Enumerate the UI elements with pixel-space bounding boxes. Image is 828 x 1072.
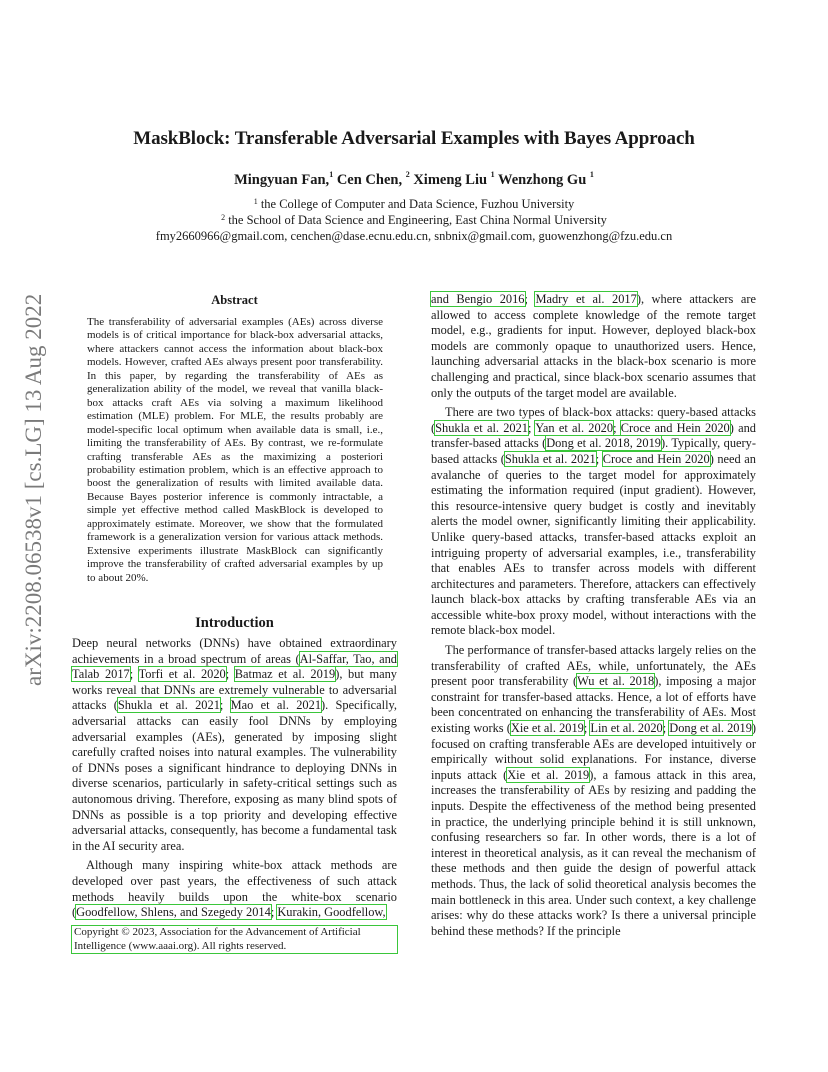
- citation-link[interactable]: Goodfellow, Shlens, and Szegedy 2014: [76, 905, 271, 920]
- text-run: ;: [528, 420, 536, 435]
- text-run: Deep neural networks (DNNs) have obtained extraordinary achievements in a broad spectrum of areas (: [72, 636, 397, 666]
- paragraph: [431, 292, 756, 401]
- introduction-body: [72, 636, 397, 921]
- citation-link[interactable]: Wu et al. 2018: [577, 674, 655, 689]
- author-name: Wenzhong Gu: [494, 172, 590, 188]
- citation-link[interactable]: Croce and Hein 2020: [602, 451, 710, 466]
- text-run: There are two types of black-box attacks: query-based attacks (: [431, 405, 756, 435]
- author-name: Ximeng Liu: [409, 172, 491, 188]
- text-run: ;: [583, 721, 591, 736]
- citation-link[interactable]: Lin et al. 2020: [590, 721, 663, 736]
- section-heading-introduction: Introduction: [195, 615, 274, 631]
- text-run: ;: [129, 667, 139, 682]
- text-run: ;: [219, 698, 231, 713]
- citation-link[interactable]: Xie et al. 2019: [510, 721, 584, 736]
- author-emails: fmy2660966@gmail.com, cenchen@dase.ecnu.edu.cn, snbnix@gmail.com, guowenzhong@fzu.edu.cn: [155, 229, 673, 243]
- paragraph: [431, 405, 756, 639]
- text-run: ;: [524, 292, 536, 306]
- text-run: ), where attackers are allowed to access complete knowledge of the remote target model, e.g., gradients for input. However, deployed black-box models are commonly opaque to unauthorized users. Hence, launching adversarial attacks in the black-box scenario is more challenging and practical, since black-box scenario assumes that only the outputs of the target model are available.: [431, 292, 756, 400]
- citation-link[interactable]: Shukla et al. 2021: [117, 698, 220, 713]
- author-affil-mark: 1: [490, 170, 495, 179]
- author-name: Mingyuan Fan,: [234, 172, 330, 188]
- citation-link[interactable]: Dong et al. 2019: [669, 721, 752, 736]
- text-run: ) need an avalanche of queries to the target model for approximately estimating the information required (input gradient). However, this resource-intensive query budget is costly and inevitably alerts the model owner, significantly limiting their applicability. Unlike query-based attacks, transfer-based attacks exploit an intriguing property of adversarial examples, i.e., transferability that enables AEs to transfer across models with different architectures and parameters. Therefore, attackers can effectively launch black-box attacks by crafting transferable AEs via an accessible white-box proxy model, without interactions with the remote black-box model.: [431, 451, 756, 638]
- author-affil-mark: 1: [589, 170, 594, 179]
- citation-link[interactable]: Dong et al. 2018, 2019: [546, 436, 661, 451]
- text-run: ;: [662, 721, 670, 736]
- text-run: ) focused on crafting transferable AEs are developed intuitively or empirically without solid explanations. For instance, diverse inputs attack (: [431, 721, 757, 782]
- citation-link[interactable]: and Bengio 2016: [431, 292, 525, 306]
- affil-mark: 1: [253, 197, 258, 206]
- citation-link[interactable]: Xie et al. 2019: [507, 767, 590, 782]
- citation-link[interactable]: Shukla et al. 2021: [435, 420, 528, 435]
- text-run: The performance of transfer-based attacks largely relies on the transferability of crafted AEs, while, unfortunately, the AEs present poor transferability (: [431, 643, 756, 689]
- citation-link[interactable]: Al-Saffar, Tao, and Talab 2017: [72, 651, 397, 682]
- paragraph: [431, 643, 756, 939]
- paragraph: [72, 858, 397, 920]
- citation-link[interactable]: Madry et al. 2017: [535, 292, 637, 306]
- text-run: ;: [595, 451, 603, 466]
- text-run: ). Typically, query-based attacks (: [431, 436, 756, 466]
- citation-link[interactable]: Shukla et al. 2021: [504, 451, 596, 466]
- affiliation-text: the School of Data Science and Engineering, East China Normal University: [225, 213, 607, 227]
- paper-title: MaskBlock: Transferable Adversarial Examples with Bayes Approach: [133, 128, 695, 149]
- paragraph: [72, 636, 397, 854]
- text-run: ). Specifically, adversarial attacks can easily fool DNNs by employing adversarial examples (AEs), generated by imposing slight carefully crafted noises into natural examples. The vulnerability of DNNs poses a significant hindrance to deploying DNNs in diverse scenarios, particularly in safety-critical settings such as autonomous driving. Therefore, exposing as many blind spots of DNNs as possible is a top priority and developing effective adversarial attacks, consequently, has become a fundamental task in the AI security area.: [72, 698, 398, 853]
- citation-link[interactable]: Croce and Hein 2020: [620, 420, 730, 435]
- copyright-notice[interactable]: Copyright © 2023, Association for the Advancement of Artificial Intelligence (www.aaai.org). All rights reserved.: [72, 926, 397, 953]
- citation-link[interactable]: Kurakin, Goodfellow,: [277, 905, 386, 920]
- affiliation-line: [0, 212, 828, 228]
- text-run: ), but many works reveal that DNNs are extremely vulnerable to adversarial attacks (: [72, 667, 397, 713]
- abstract-heading: Abstract: [211, 293, 258, 307]
- arxiv-identifier: arXiv:2208.06538v1 [cs.LG] 13 Aug 2022: [21, 293, 46, 687]
- citation-link[interactable]: Yan et al. 2020: [535, 420, 614, 435]
- text-run: ;: [225, 667, 235, 682]
- affiliations: [0, 196, 828, 244]
- author-affil-mark: 1: [329, 170, 334, 179]
- right-column-body: [431, 292, 756, 939]
- text-run: ), a famous attack in this area, increases the transferability of AEs by resizing and padding the inputs. Despite the effectiveness of the method being presented in practice, the underlying principle behind it is still unknown, confusing researchers so far. In other words, there is a lot of interest in theoretical analysis, as it can reveal the mechanism of these methods and then guide the design of powerful attack methods. Thus, the lack of solid theoretical analysis becomes the main bottleneck in this area. Under such context, a key challenge arises: why do these attacks work? Is there a universal principle behind these methods? If the principle: [431, 767, 756, 938]
- affil-mark: 2: [221, 213, 226, 222]
- author-name: Cen Chen,: [333, 172, 406, 188]
- text-run: Although many inspiring white-box attack methods are developed over past years, the effectiveness of such attack methods heavily builds upon the white-box scenario (: [72, 858, 397, 920]
- text-run: ) and transfer-based attacks (: [431, 420, 756, 451]
- affiliation-line: [0, 196, 828, 212]
- citation-link[interactable]: Torfi et al. 2020: [138, 667, 226, 682]
- author-list: [0, 172, 828, 189]
- text-run: ;: [270, 905, 278, 920]
- citation-link[interactable]: Batmaz et al. 2019: [234, 667, 336, 682]
- author-affil-mark: 2: [405, 170, 410, 179]
- affiliation-text: the College of Computer and Data Science, Fuzhou University: [257, 197, 575, 211]
- text-run: ), imposing a major constraint for transfer-based attacks. Hence, a lot of efforts have been concentrated on enhancing the transferability of AEs. Most existing works (: [431, 674, 757, 736]
- text-run: ;: [613, 420, 621, 435]
- abstract-text: The transferability of adversarial examples (AEs) across diverse models is of critical importance for black-box adversarial attacks, where attackers cannot access the information about black-box models. However, crafted AEs always present poor transferability. In this paper, by regarding the transferability of AEs as generalization ability of the model, we reveal that vanilla black-box attacks craft AEs via solving a maximum likelihood estimation (MLE) problem. For MLE, the results probably are model-specific local optimum when available data is small, i.e., limiting the transferability of AEs. By contrast, we re-formulate crafting transferable AEs as the maximizing a posteriori probability estimation problem, which is an effective approach to boost the generalization of results with limited available data. Because Bayes posterior inference is commonly intractable, a simple yet effective method called MaskBlock is developed to approximately estimate. Moreover, we show that the formulated framework is a generalization version for various attack methods. Extensive experiments illustrate MaskBlock can significantly improve the transferability of crafted adversarial examples by up to about 20%.: [87, 316, 383, 584]
- citation-link[interactable]: Mao et al. 2021: [230, 698, 322, 713]
